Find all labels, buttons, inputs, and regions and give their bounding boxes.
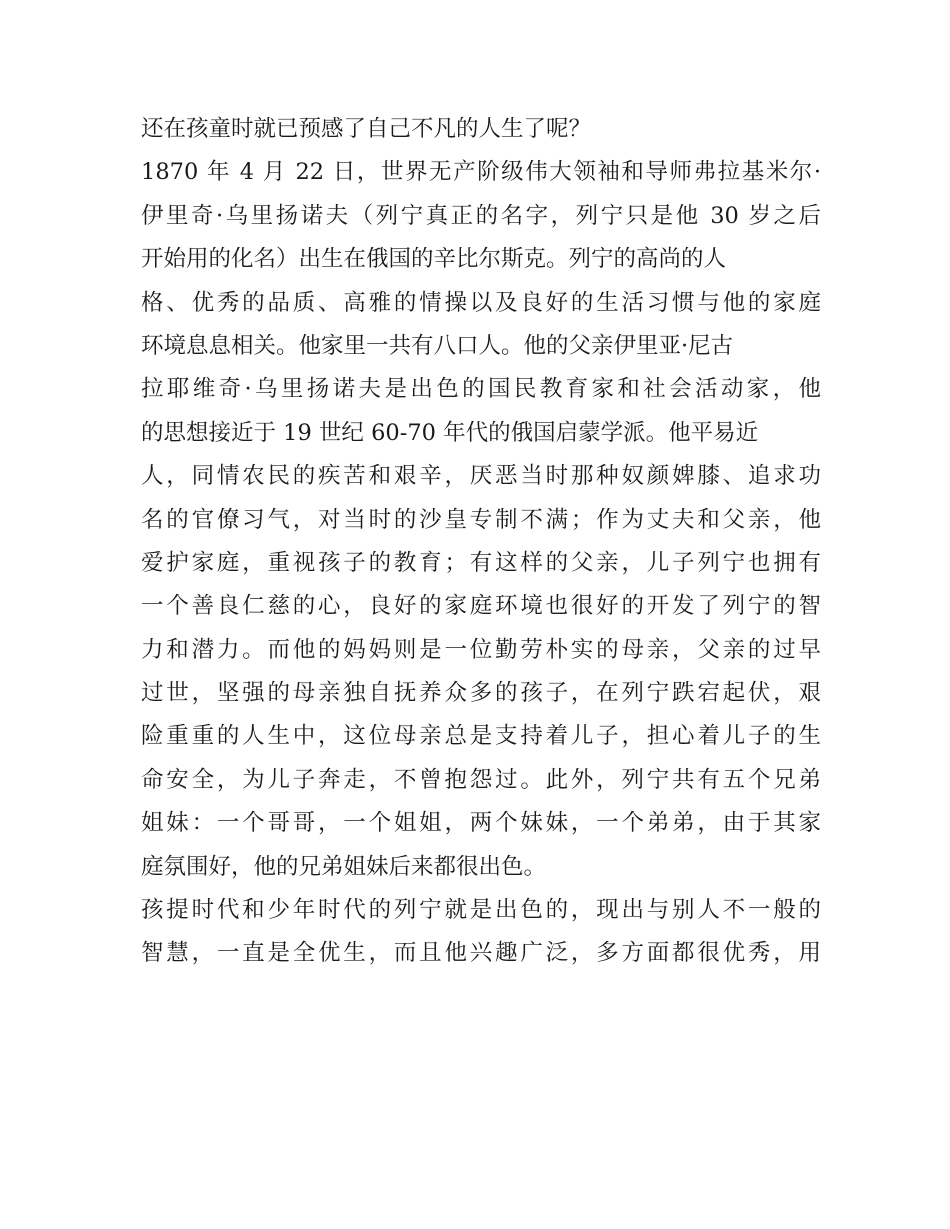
text-line: 名的官僚习气，对当时的沙皇专制不满；作为丈夫和父亲，他 <box>141 506 821 533</box>
text-line: 命安全，为儿子奔走，不曾抱怨过。此外，列宁共有五个兄弟 <box>141 766 821 793</box>
text-line: 过世，坚强的母亲独自抚养众多的孩子，在列宁跌宕起伏，艰 <box>141 680 821 707</box>
text-line: 的思想接近于 19 世纪 60-70 年代的俄国启蒙学派。他平易近 <box>141 419 759 446</box>
text-line: 险重重的人生中，这位母亲总是支持着儿子，担心着儿子的生 <box>141 723 821 750</box>
text-line: 人，同情农民的疾苦和艰辛，厌恶当时那种奴颜婢膝、追求功 <box>141 463 821 490</box>
document-body-text <box>141 108 821 976</box>
text-line: 拉耶维奇·乌里扬诺夫是出色的国民教育家和社会活动家，他 <box>141 376 821 403</box>
text-line: 环境息息相关。他家里一共有八口人。他的父亲伊里亚·尼古 <box>141 332 734 359</box>
text-line: 还在孩童时就已预感了自己不凡的人生了呢？ <box>141 116 592 142</box>
text-line: 庭氛围好，他的兄弟姐妹后来都很出色。 <box>141 853 547 880</box>
text-line: 一个善良仁慈的心，良好的家庭环境也很好的开发了列宁的智 <box>141 593 821 620</box>
text-line: 智慧，一直是全优生，而且他兴趣广泛，多方面都很优秀，用 <box>141 940 821 967</box>
text-line: 姐妹：一个哥哥，一个姐姐，两个妹妹，一个弟弟，由于其家 <box>141 810 821 837</box>
text-line: 格、优秀的品质、高雅的情操以及良好的生活习惯与他的家庭 <box>141 289 821 316</box>
text-line: 爱护家庭，重视孩子的教育；有这样的父亲，儿子列宁也拥有 <box>141 549 821 576</box>
text-line: 开始用的化名）出生在俄国的辛比尔斯克。列宁的高尚的人 <box>141 246 727 273</box>
text-line: 1870 年 4 月 22 日，世界无产阶级伟大领袖和导师弗拉基米尔· <box>141 159 821 186</box>
text-line: 力和潜力。而他的妈妈则是一位勤劳朴实的母亲，父亲的过早 <box>141 636 821 663</box>
text-line: 孩提时代和少年时代的列宁就是出色的，现出与别人不一般的 <box>141 897 821 924</box>
text-line: 伊里奇·乌里扬诺夫（列宁真正的名字，列宁只是他 30 岁之后 <box>141 202 821 229</box>
